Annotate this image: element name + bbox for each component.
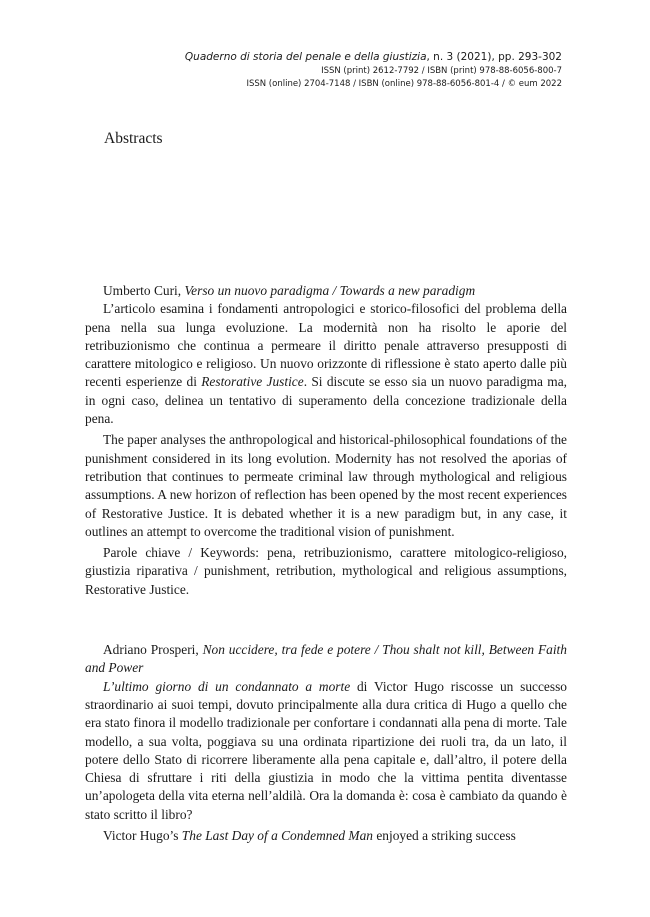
section-title: Abstracts: [104, 130, 163, 147]
abstracts-body: [85, 282, 567, 845]
keywords-list: pena, retribuzionismo, carattere mitologico-religioso, giustizia riparativa / punishment, retribution, mythological and religious assumptions, Restorative Justice.: [85, 545, 567, 597]
article-heading: [85, 282, 567, 300]
abstract-italian-emphasis: L’ultimo giorno di un condannato a morte: [103, 678, 351, 694]
journal-citation: [185, 50, 562, 65]
keywords-label: Parole chiave / Keywords:: [103, 545, 259, 561]
abstract-english: [85, 827, 567, 845]
abstract-english-text: Victor Hugo’s: [103, 828, 182, 844]
abstract-italian-text: L’articolo esamina i fondamenti antropologici e storico-filosofici del problema della pena nella sua lunga evoluzione. La modernità non ha risolto le aporie del retribuzionismo che continua a permeare il diritto penale attraverso presupposti di carattere mitologico e religioso. Un nuovo orizzonte di riflessione è stato aperto dalle più recenti esperienze di: [85, 301, 567, 390]
abstract-english-text-end: enjoyed a striking success: [372, 828, 516, 844]
issn-online: ISSN (online) 2704-7148 / ISBN (online) 978-88-6056-801-4 / © eum 2022: [246, 79, 562, 89]
article-abstract: [85, 641, 567, 845]
abstract-english: The paper analyses the anthropological and historical-philosophical foundations of the punishment considered in its long evolution. Modernity has not resolved the aporias of retribution that continues to permeate criminal law through mythological and religious assumptions. A new horizon of reflection has been opened by the most recent experiences of Restorative Justice. It is debated whether it is a new paradigm but, in any case, it outlines an attempt to overcome the traditional vision of punishment.: [85, 432, 567, 539]
article-heading: [85, 641, 567, 678]
abstract-english-emphasis: The Last Day of a Condemned Man: [181, 828, 373, 844]
article-title: Non uccidere, tra fede e potere / Thou shalt not kill, Between Faith and Power: [85, 642, 567, 676]
issn-print: ISSN (print) 2612-7792 / ISBN (print) 978-88-6056-800-7: [321, 66, 562, 76]
abstract-italian: [85, 300, 567, 428]
abstract-italian-text: di Victor Hugo riscosse un successo straordinario ai suoi tempi, dovuto principalmente alla dura critica di Hugo a quello che era stato finora il modello tradizionale per confortare i condannati alla pena di morte. Tale modello, a sua volta, poggiava su una ordinata ripartizione dei ruoli tra, da un lato, il potere dello Stato di ricorrere liberamente alla pena capitale e, dall’altro, il potere della Chiesa di sfruttare i riti della giustizia in modo che la vittima pentita diventasse un’apologeta della vita eterna nell’aldilà. Ora la domanda è: cosa è cambiato da quando è stato scritto il libro?: [85, 678, 567, 822]
article-title: Verso un nuovo paradigma / Towards a new paradigm: [184, 283, 476, 298]
abstract-italian-emphasis: Restorative Justice: [201, 374, 304, 390]
article-abstract: [85, 282, 567, 599]
abstract-italian-text-end: . Si discute se esso sia un nuovo paradigma ma, in ogni caso, delinea un tentativo di superamento della concezione tradizionale della pena.: [85, 374, 567, 427]
journal-title: Quaderno di storia del penale e della giustizia: [184, 51, 427, 63]
keywords: [85, 544, 567, 599]
journal-header: [185, 50, 562, 91]
article-author: Adriano Prosperi,: [103, 642, 199, 658]
journal-issue-pages: , n. 3 (2021), pp. 293-302: [426, 51, 562, 63]
article-author: Umberto Curi,: [103, 283, 182, 298]
abstract-italian: [85, 678, 567, 824]
